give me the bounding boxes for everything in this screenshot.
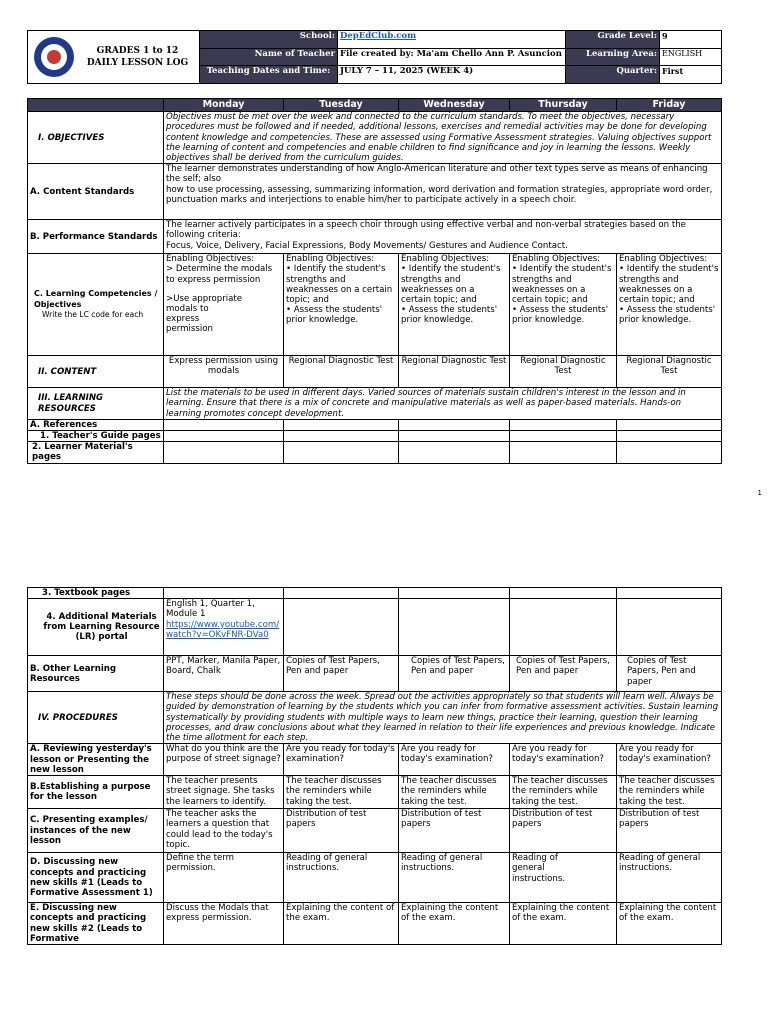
step-d-thursday: Reading of general instructions.: [510, 853, 617, 903]
title-line-2: DAILY LESSON LOG: [86, 58, 189, 68]
school-label: School:: [200, 31, 338, 49]
step-a-label: A. Reviewing yesterday's lesson or Presenting the new lesson: [28, 744, 164, 776]
other-resources-wednesday: Copies of Test Papers, Pen and paper: [399, 656, 510, 692]
content-monday: Express permission using modals: [164, 356, 284, 388]
content-standards-1: The learner demonstrates understanding of how Anglo-American literature and other text types serve as means of enhancing the self; also: [166, 164, 708, 185]
page-number: 1: [757, 489, 762, 497]
day-friday: Friday: [617, 99, 722, 112]
objectives-text: Objectives must be met over the week and connected to the curriculum standards. To meet the objectives, necessary procedures must be followed and if needed, additional lessons, exercises and remedial activities may be done for developing content knowledge and competencies. These are assessed using Formative Assessment strategies. Valuing objectives support the learning of content and competencies and enable children to find significance and joy in learning the lessons. Weekly objectives shall be derived from the curriculum guides.: [164, 112, 722, 164]
other-resources-label: B. Other Learning Resources: [28, 656, 164, 692]
step-e-wednesday: Explaining the content of the exam.: [399, 903, 510, 945]
performance-standards-label: B. Performance Standards: [28, 220, 164, 254]
other-resources-friday: Copies of Test Papers, Pen and paper: [617, 656, 722, 692]
day-tuesday: Tuesday: [284, 99, 399, 112]
additional-materials-label: 4. Additional Materials from Learning Resource (LR) portal: [28, 599, 164, 656]
step-e-monday: Discuss the Modals that express permission.: [164, 903, 284, 945]
content-tuesday: Regional Diagnostic Test: [284, 356, 399, 388]
procedures-text: These steps should be done across the week. Spread out the activities appropriately so that students will learn well. Always be guided by demonstration of learning by the students which you can infer from formative assessment activities. Sustain learning systematically by providing students with multiple ways to learn new things, practice their learning, question their learning processes, and draw conclusions about what they learned in relation to their life experiences and previous knowledge. Indicate the time allotment for each step.: [164, 692, 722, 744]
step-e-tuesday: Explaining the content of the exam.: [284, 903, 399, 945]
step-e-thursday: Explaining the content of the exam.: [510, 903, 617, 945]
learner-materials-label: 2. Learner Material's pages: [28, 442, 164, 463]
grade-level-value: 9: [660, 31, 722, 49]
step-b-wednesday: The teacher discusses the reminders while taking the test.: [399, 776, 510, 809]
competencies-monday: Enabling Objectives: > Determine the modals to express permission >Use appropriate modals to express permission: [164, 254, 284, 356]
step-c-thursday: Distribution of test papers: [510, 809, 617, 853]
quarter-value: First: [660, 66, 722, 84]
step-a-monday: What do you think are the purpose of street signage?: [164, 744, 284, 776]
step-c-label: C. Presenting examples/ instances of the new lesson: [28, 809, 164, 853]
competencies-friday: Enabling Objectives: • Identify the student's strengths and weaknesses on a certain topic; and • Assess the students' prior knowledge.: [617, 254, 722, 356]
step-d-monday: Define the term permission.: [164, 853, 284, 903]
competencies-sublabel: Write the LC code for each: [42, 309, 144, 319]
step-b-friday: The teacher discusses the reminders while taking the test.: [617, 776, 722, 809]
dates-label: Teaching Dates and Time:: [200, 66, 338, 84]
other-resources-tuesday: Copies of Test Papers, Pen and paper: [284, 656, 399, 692]
competencies-thursday: Enabling Objectives: • Identify the student's strengths and weaknesses on a certain topic; and • Assess the students' prior knowledge.: [510, 254, 617, 356]
objectives-label: I. OBJECTIVES: [28, 112, 164, 164]
textbook-label: 3. Textbook pages: [28, 588, 164, 599]
content-thursday: Regional Diagnostic Test: [510, 356, 617, 388]
competencies-tuesday: Enabling Objectives: • Identify the student's strengths and weaknesses on a certain topic; and • Assess the students' prior knowledge.: [284, 254, 399, 356]
step-c-friday: Distribution of test papers: [617, 809, 722, 853]
teachers-guide-label: 1. Teacher's Guide pages: [28, 431, 164, 442]
day-wednesday: Wednesday: [399, 99, 510, 112]
lesson-table-page-1: [27, 98, 722, 464]
step-e-label: E. Discussing new concepts and practicing new skills #2 (Leads to Formative: [28, 903, 164, 945]
performance-standards-2: Focus, Voice, Delivery, Facial Expressions, Body Movements/ Gestures and Audience Contact.: [166, 240, 568, 251]
teacher-label: Name of Teacher: [200, 49, 338, 66]
header-logo-cell: [28, 31, 200, 84]
step-b-thursday: The teacher discusses the reminders while taking the test.: [510, 776, 617, 809]
step-c-monday: The teacher asks the learners a question that could lead to the today's topic.: [164, 809, 284, 853]
day-monday: Monday: [164, 99, 284, 112]
header-table: [27, 30, 722, 84]
day-thursday: Thursday: [510, 99, 617, 112]
lesson-table-page-2: [27, 587, 722, 945]
step-b-tuesday: The teacher discusses the reminders while taking the test.: [284, 776, 399, 809]
step-b-label: B.Establishing a purpose for the lesson: [28, 776, 164, 809]
dates-value: JULY 7 – 11, 2025 (WEEK 4): [338, 66, 566, 84]
content-friday: Regional Diagnostic Test: [617, 356, 722, 388]
performance-standards-1: The learner actively participates in a speech choir through using effective verbal and non-verbal strategies based on the following criteria:: [166, 220, 686, 241]
learning-area-value: ENGLISH: [660, 49, 722, 66]
resources-text: List the materials to be used in different days. Varied sources of materials sustain children's interest in the lesson and in learning. Ensure that there is a mix of concrete and manipulative materials as well as paper-based materials. Hands-on learning promotes concept development.: [164, 388, 722, 420]
deped-seal-icon: [34, 37, 74, 77]
step-d-wednesday: Reading of general instructions.: [399, 853, 510, 903]
step-a-thursday: Are you ready for today's examination?: [510, 744, 617, 776]
procedures-label: IV. PROCEDURES: [28, 692, 164, 744]
other-resources-thursday: Copies of Test Papers, Pen and paper: [510, 656, 617, 692]
step-d-friday: Reading of general instructions.: [617, 853, 722, 903]
additional-materials-monday: English 1, Quarter 1, Module 1 https://www.youtube.com/watch?v=OKvFNR-DVa0: [164, 599, 284, 656]
content-standards-2: how to use processing, assessing, summarizing information, word derivation and formation strategies, appropriate word order,: [166, 184, 713, 195]
title-line-1: GRADES 1 to 12: [96, 46, 179, 56]
youtube-link[interactable]: https://www.youtube.com/watch?v=OKvFNR-DVa0: [166, 619, 280, 640]
learning-area-label: Learning Area:: [566, 49, 660, 66]
step-e-friday: Explaining the content of the exam.: [617, 903, 722, 945]
step-a-wednesday: Are you ready for today's examination?: [399, 744, 510, 776]
step-a-friday: Are you ready for today's examination?: [617, 744, 722, 776]
competencies-wednesday: Enabling Objectives: • Identify the student's strengths and weaknesses on a certain topic; and • Assess the students' prior knowledge.: [399, 254, 510, 356]
other-resources-monday: PPT, Marker, Manila Paper, Board, Chalk: [164, 656, 284, 692]
step-a-tuesday: Are you ready for today's examination?: [284, 744, 399, 776]
competencies-label: C. Learning Competencies / Objectives: [34, 289, 158, 309]
grade-level-label: Grade Level:: [566, 31, 660, 49]
step-b-monday: The teacher presents street signage. She tasks the learners to identify.: [164, 776, 284, 809]
content-wednesday: Regional Diagnostic Test: [399, 356, 510, 388]
references-label: A. References: [28, 419, 164, 430]
school-value[interactable]: DepEdClub.com: [340, 31, 417, 41]
step-c-wednesday: Distribution of test papers: [399, 809, 510, 853]
content-standards-label: A. Content Standards: [28, 164, 164, 220]
resources-label: III. LEARNING RESOURCES: [28, 388, 164, 420]
quarter-label: Quarter:: [566, 66, 660, 84]
step-d-label: D. Discussing new concepts and practicing new skills #1 (Leads to Formative Assessment 1): [28, 853, 164, 903]
step-c-tuesday: Distribution of test papers: [284, 809, 399, 853]
teacher-value: File created by: Ma'am Chello Ann P. Asuncion: [338, 49, 566, 66]
content-label: II. CONTENT: [28, 356, 164, 388]
step-d-tuesday: Reading of general instructions.: [284, 853, 399, 903]
content-standards-3: punctuation marks and interjections to enable him/her to participate actively in a speech choir.: [166, 194, 577, 205]
